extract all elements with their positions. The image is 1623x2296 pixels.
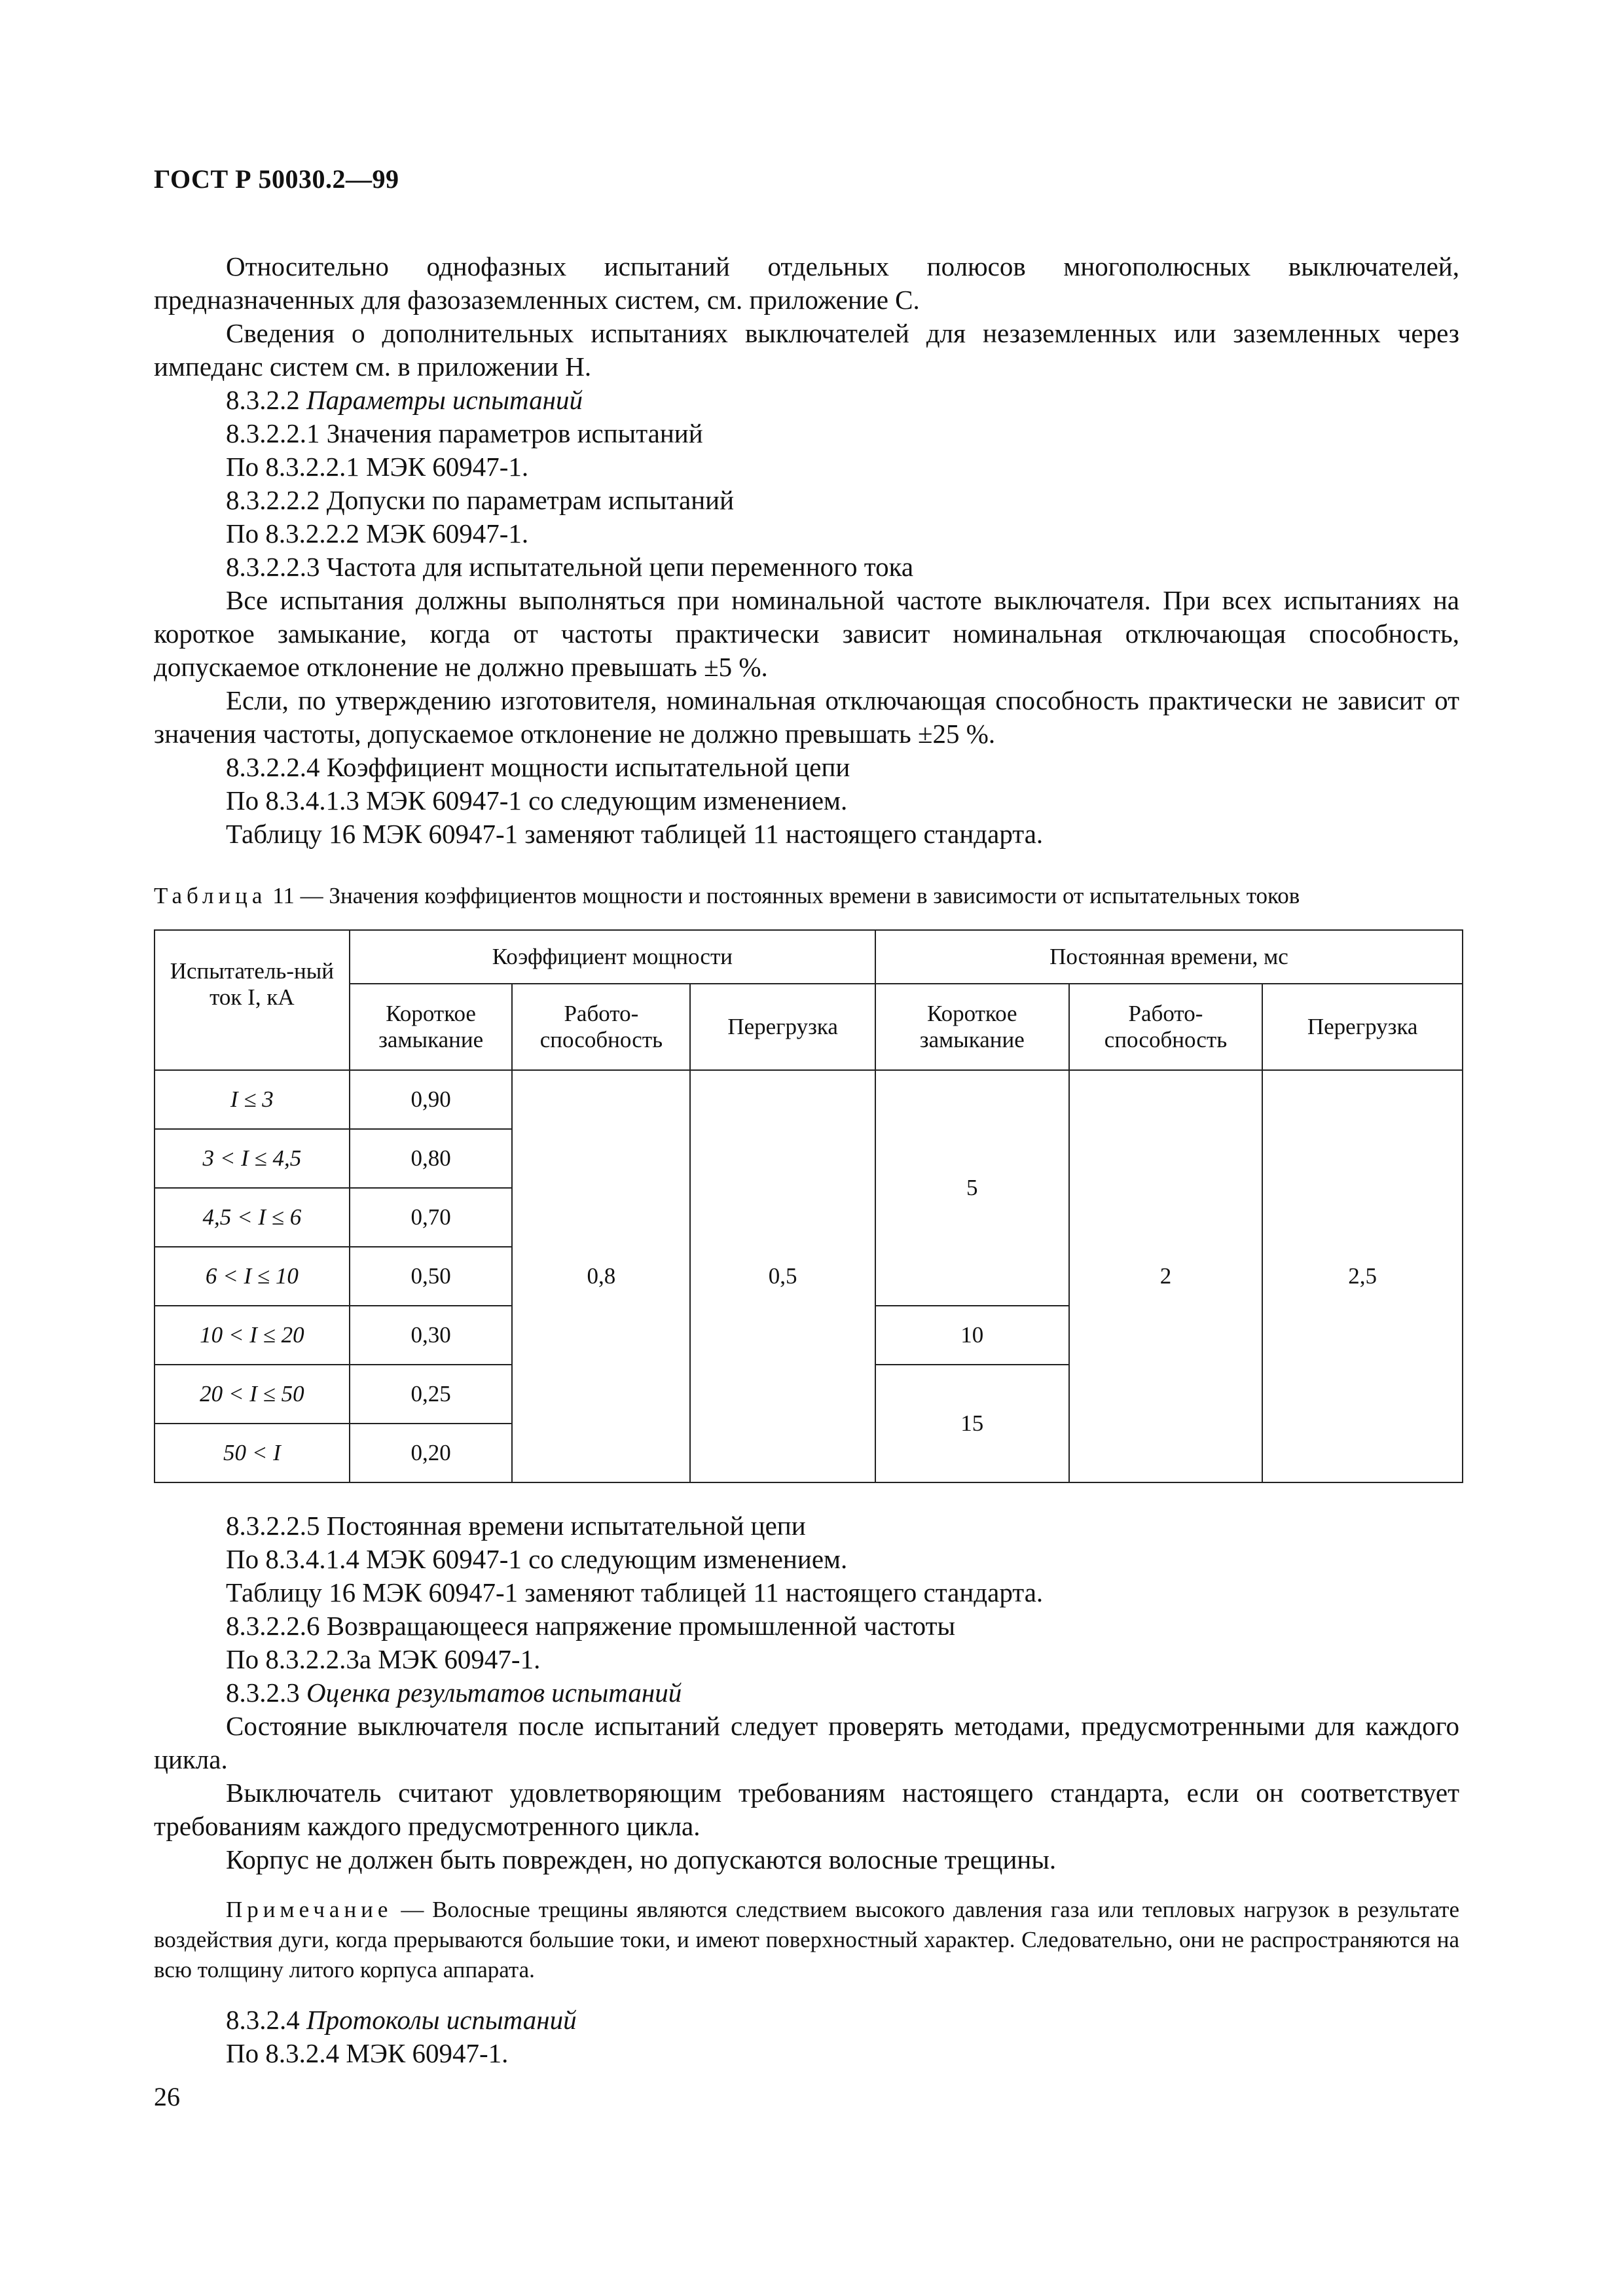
pf-overload-cell: 0,5 (690, 1070, 875, 1482)
section-number: 8.3.2.4 (226, 2005, 300, 2035)
paragraph: Сведения о дополнительных испытаниях выключателей для незаземленных или заземленных через импеданс систем см. в приложении Н. (154, 318, 1459, 382)
tc-short-cell: 15 (875, 1365, 1069, 1482)
section-title: Протоколы испытаний (306, 2005, 577, 2035)
pf-short-cell: 0,80 (350, 1129, 513, 1188)
subheader-short-circuit: Короткое замыкание (350, 984, 513, 1070)
table-caption (154, 882, 1459, 910)
section-heading (154, 2003, 1459, 2037)
pf-short-cell: 0,20 (350, 1424, 513, 1482)
header-time-constant: Постоянная времени, мс (875, 930, 1463, 984)
tc-operational-cell: 2 (1069, 1070, 1263, 1482)
section-title: Параметры испытаний (306, 385, 583, 415)
paragraph: Все испытания должны выполняться при номинальной частоте выключателя. При всех испытаниях на короткое замыкание, когда от частоты практически зависит номинальная отключающая способность, допускаемое отклонение не должно превышать ±5 %. (154, 585, 1459, 682)
subsection-heading: 8.3.2.2.2 Допуски по параметрам испытаний (226, 485, 735, 515)
paragraph: Если, по утверждению изготовителя, номинальная отключающая способность практически не зависит от значения частоты, допускаемое отклонение не должно превышать ±25 %. (154, 685, 1459, 749)
table-caption-word: Таблица (154, 883, 267, 908)
reference-line: Таблицу 16 МЭК 60947-1 заменяют таблицей 11 настоящего стандарта. (226, 1577, 1044, 1607)
pf-short-cell: 0,30 (350, 1306, 513, 1365)
paragraph: Выключатель считают удовлетворяющим требованиям настоящего стандарта, если он соответствует требованиям каждого предусмотренного цикла. (154, 1778, 1459, 1841)
tc-short-cell: 5 (875, 1070, 1069, 1306)
current-range-cell: 3 < I ≤ 4,5 (155, 1129, 350, 1188)
subheader-operational: Работо-способность (1069, 984, 1263, 1070)
section-number: 8.3.2.2 (226, 385, 300, 415)
pf-short-cell: 0,25 (350, 1365, 513, 1424)
reference-line: Таблицу 16 МЭК 60947-1 заменяют таблицей 11 настоящего стандарта. (226, 819, 1044, 849)
subsection-heading: 8.3.2.2.6 Возвращающееся напряжение промышленной частоты (226, 1611, 956, 1641)
data-table (154, 929, 1463, 1483)
header-current: Испытатель-ный ток I, кА (155, 930, 350, 1070)
note-label: Примечание (226, 1897, 393, 1922)
subheader-short-circuit: Короткое замыкание (875, 984, 1069, 1070)
subheader-operational: Работо-способность (512, 984, 690, 1070)
tc-overload-cell: 2,5 (1262, 1070, 1463, 1482)
table-caption-text: 11 — Значения коэффициентов мощности и постоянных времени в зависимости от испытательных токов (266, 883, 1300, 908)
pf-short-cell: 0,70 (350, 1188, 513, 1247)
page-number: 26 (154, 2082, 180, 2111)
paragraph: Состояние выключателя после испытаний следует проверять методами, предусмотренными для каждого цикла. (154, 1711, 1459, 1774)
subheader-overload: Перегрузка (690, 984, 875, 1070)
subsection-heading: 8.3.2.2.4 Коэффициент мощности испытательной цепи (226, 752, 850, 782)
current-range-cell: 6 < I ≤ 10 (155, 1247, 350, 1306)
reference-line: По 8.3.2.4 МЭК 60947-1. (226, 2038, 509, 2068)
current-range-cell: 4,5 < I ≤ 6 (155, 1188, 350, 1247)
note-text: — Волосные трещины являются следствием высокого давления газа или тепловых нагрузок в результате воздействия дуги, когда прерываются большие токи, и имеют поверхностный характер. Следовательно, они не распространяются на всю толщину литого корпуса аппарата. (154, 1897, 1459, 1982)
pf-short-cell: 0,90 (350, 1070, 513, 1129)
section-number: 8.3.2.3 (226, 1677, 300, 1708)
paragraph: Корпус не должен быть поврежден, но допускаются волосные трещины. (226, 1844, 1057, 1874)
section-heading (154, 384, 1459, 417)
current-range-cell: 50 < I (155, 1424, 350, 1482)
reference-line: По 8.3.4.1.4 МЭК 60947-1 со следующим изменением. (226, 1544, 848, 1574)
subsection-heading: 8.3.2.2.3 Частота для испытательной цепи переменного тока (226, 552, 914, 582)
header-power-factor: Коэффициент мощности (350, 930, 875, 984)
subsection-heading: 8.3.2.2.1 Значения параметров испытаний (226, 418, 703, 448)
section-heading (154, 1676, 1459, 1710)
subsection-heading: 8.3.2.2.5 Постоянная времени испытательной цепи (226, 1511, 806, 1541)
reference-line: По 8.3.2.2.1 МЭК 60947-1. (226, 452, 529, 482)
reference-line: По 8.3.2.2.3а МЭК 60947-1. (226, 1644, 541, 1674)
pf-short-cell: 0,50 (350, 1247, 513, 1306)
reference-line: По 8.3.4.1.3 МЭК 60947-1 со следующим изменением. (226, 785, 848, 816)
subheader-overload: Перегрузка (1262, 984, 1463, 1070)
table-row (155, 1070, 1463, 1129)
pf-operational-cell: 0,8 (512, 1070, 690, 1482)
document-header: ГОСТ Р 50030.2—99 (154, 164, 399, 194)
note (154, 1895, 1459, 1985)
tc-short-cell: 10 (875, 1306, 1069, 1365)
paragraph: Относительно однофазных испытаний отдельных полюсов многополюсных выключателей, предназначенных для фазозаземленных систем, см. приложение С. (154, 251, 1459, 315)
current-range-cell: I ≤ 3 (155, 1070, 350, 1129)
section-title: Оценка результатов испытаний (306, 1677, 682, 1708)
reference-line: По 8.3.2.2.2 МЭК 60947-1. (226, 518, 529, 548)
current-range-cell: 10 < I ≤ 20 (155, 1306, 350, 1365)
current-range-cell: 20 < I ≤ 50 (155, 1365, 350, 1424)
